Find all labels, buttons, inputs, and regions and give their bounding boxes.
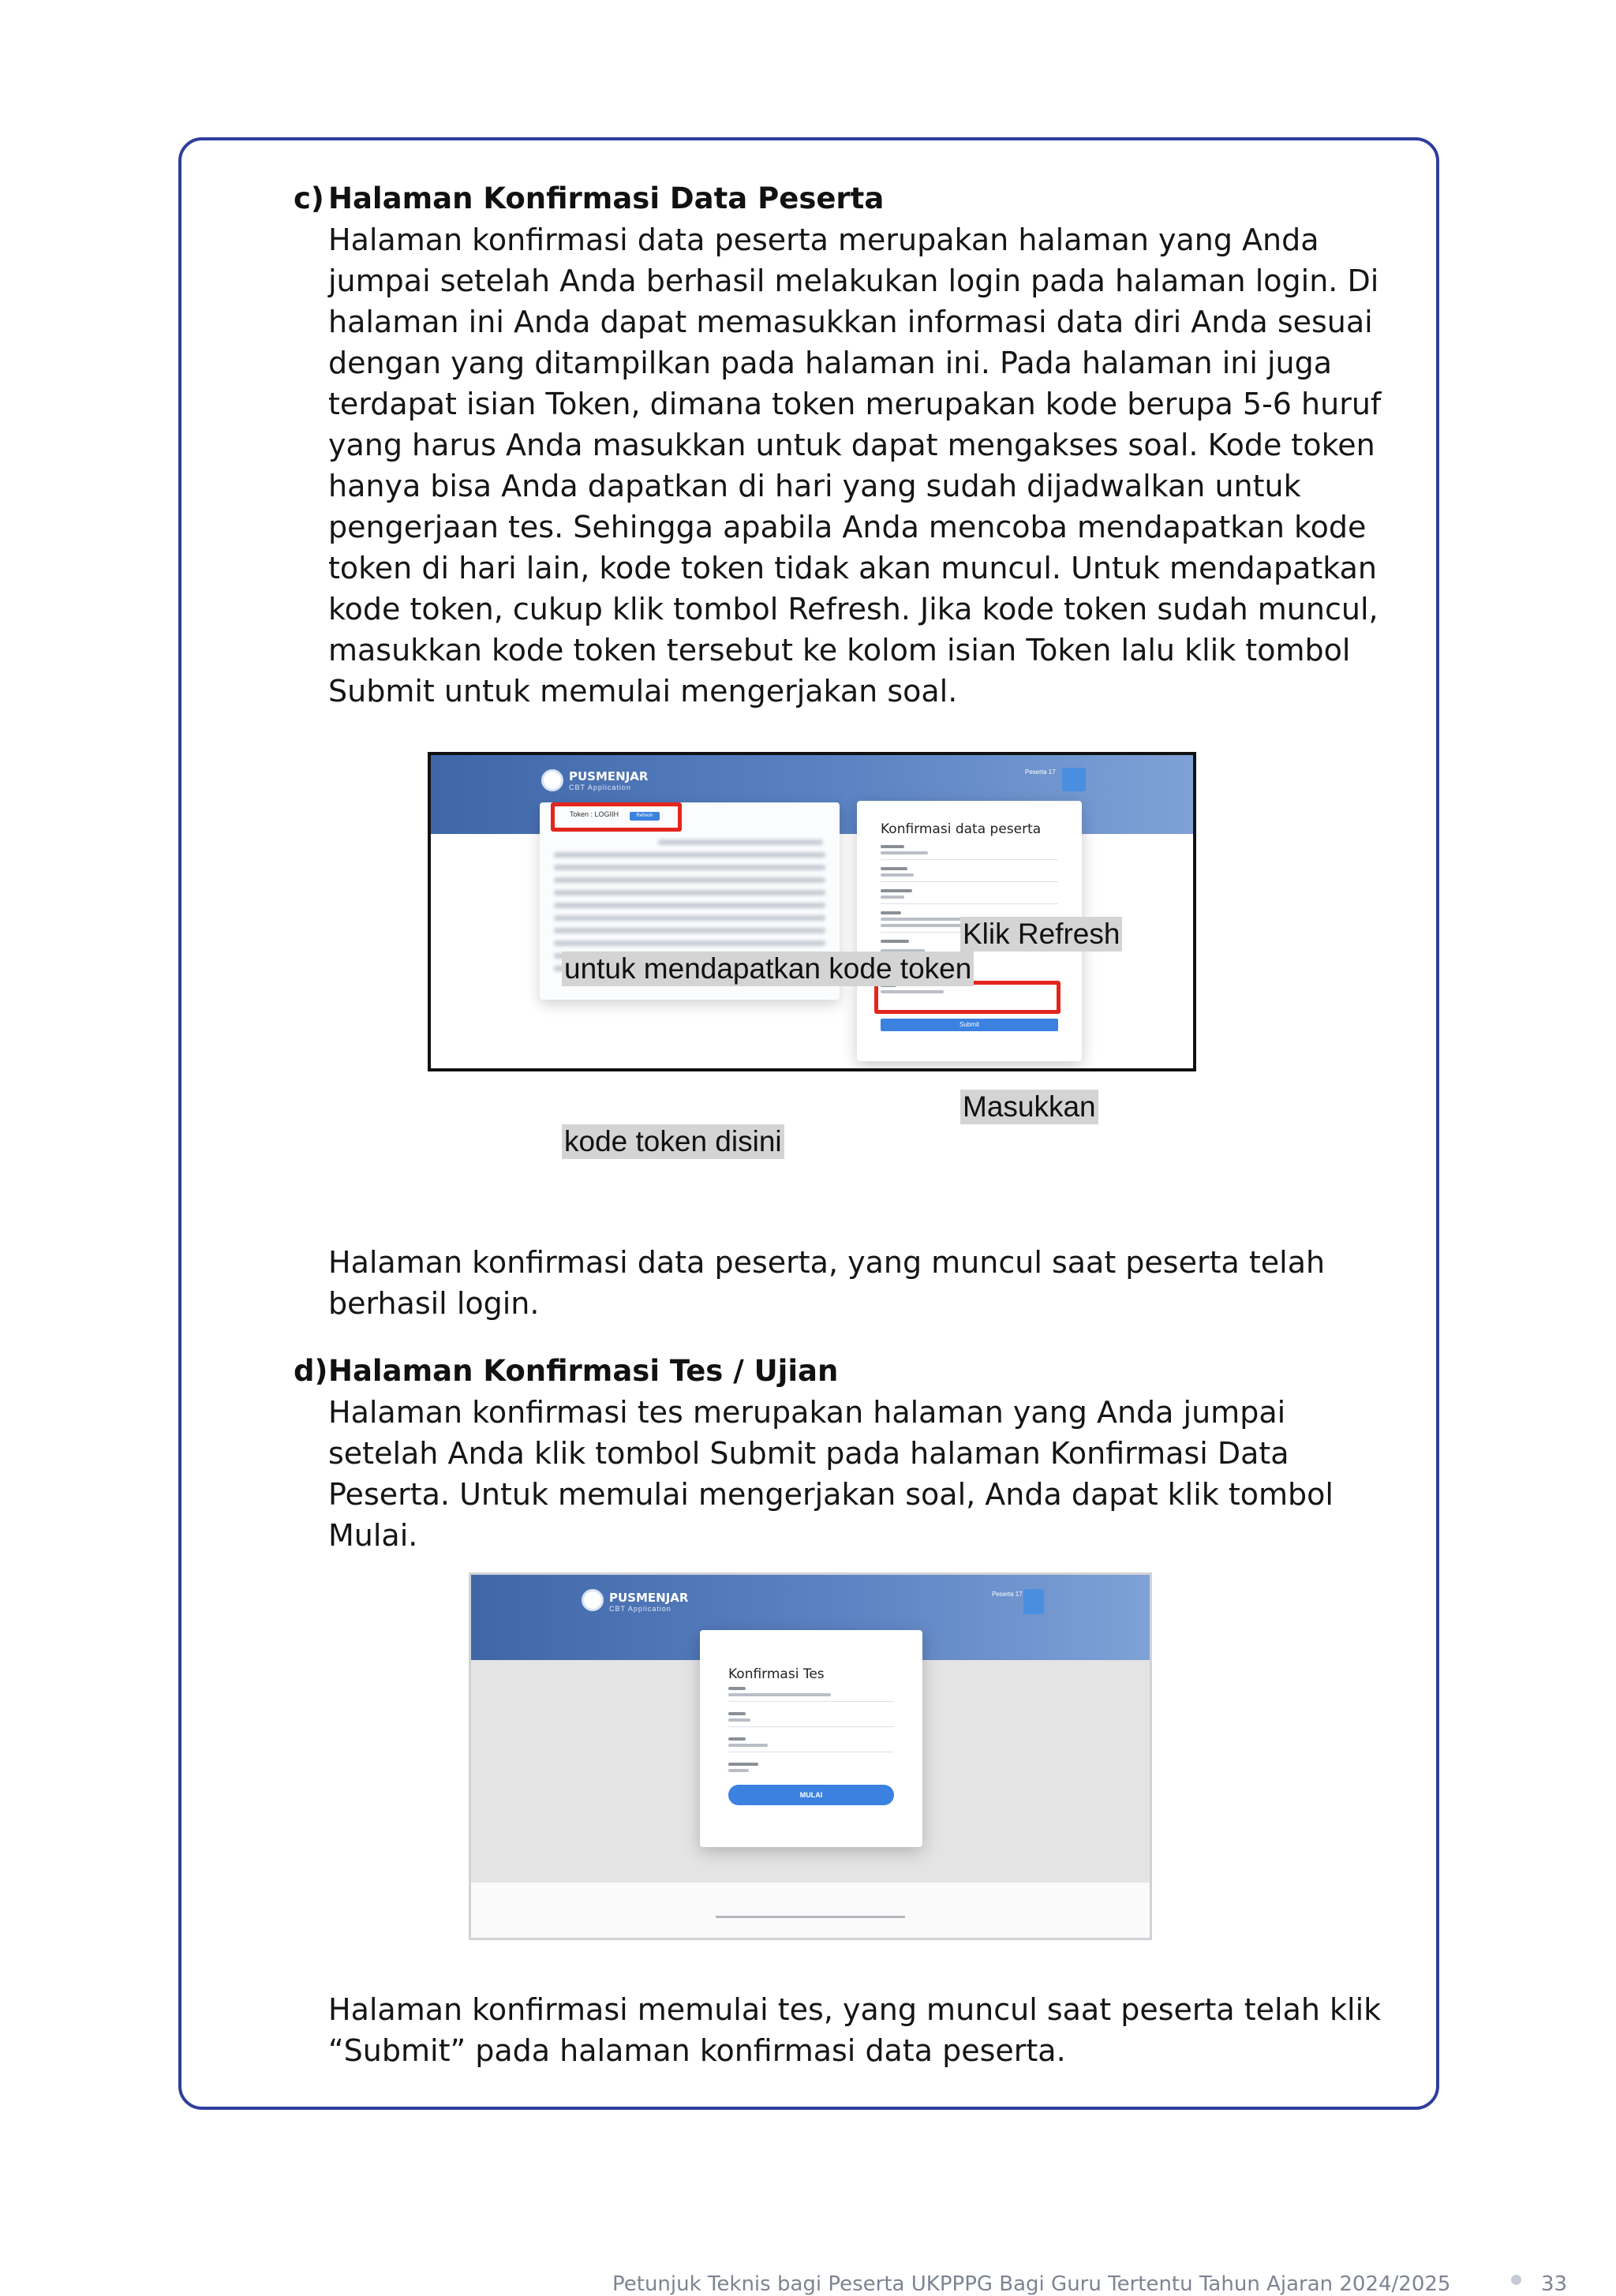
user-menu-button[interactable] bbox=[1062, 768, 1086, 791]
section-c-paragraph: Halaman konfirmasi data peserta merupakan halaman yang Anda jumpai setelah Anda berhasil melakukan login pada halaman login. Di halaman ini Anda dapat memasukkan informasi data diri Anda sesuai dengan yang ditampilkan pada halaman ini. Pada halaman ini juga terdapat isian Token, dimana token merupakan kode berupa 5-6 huruf yang harus Anda masukkan untuk dapat mengakses soal. Kode token hanya bisa Anda dapatkan di hari yang sudah dijadwalkan untuk pengerjaan tes. Sehingga apabila Anda mencoba mendapatkan kode token di hari lain, kode token tidak akan muncul. Untuk mendapatkan kode token, cukup klik tombol Refresh. Jika kode token sudah muncul, masukkan kode token tersebut ke kolom isian Token lalu klik tombol Submit untuk memulai mengerjakan soal. bbox=[328, 222, 1382, 709]
section-d-title: Halaman Konfirmasi Tes / Ujian bbox=[328, 1354, 839, 1388]
app-footer bbox=[471, 1883, 1150, 1938]
user-label: Peserta 17 bbox=[992, 1591, 1023, 1598]
copyright-placeholder bbox=[471, 1914, 1150, 1920]
refresh-button[interactable]: Refresh bbox=[630, 812, 660, 821]
page-number: 33 bbox=[1541, 2272, 1568, 2296]
footer-separator-dot bbox=[1511, 2275, 1521, 2285]
app-subtitle: CBT Application bbox=[569, 783, 631, 791]
refresh-highlight-box bbox=[551, 802, 682, 832]
card-title: Konfirmasi Tes bbox=[728, 1666, 825, 1682]
callout-enter-line1: Masukkan bbox=[960, 1090, 1098, 1124]
token-label: Token : LOGIIH bbox=[570, 810, 619, 818]
callout-enter-line2: kode token disini bbox=[562, 1124, 784, 1159]
section-c-caption: Halaman konfirmasi data peserta, yang muncul saat peserta telah berhasil login. bbox=[328, 1245, 1326, 1321]
callout-refresh-line2: untuk mendapatkan kode token bbox=[562, 952, 974, 986]
card-title: Konfirmasi data peserta bbox=[881, 821, 1042, 837]
test-confirmation-screenshot bbox=[469, 1572, 1152, 1940]
data-confirmation-screenshot bbox=[428, 752, 1196, 1071]
section-d-marker: d) bbox=[294, 1354, 328, 1388]
user-label: Peserta 17 bbox=[1025, 768, 1056, 776]
footer-text: Petunjuk Teknis bagi Peserta UKPPPG Bagi Guru Tertentu Tahun Ajaran 2024/2025 bbox=[612, 2272, 1451, 2296]
section-c-marker: c) bbox=[294, 181, 324, 215]
mulai-button[interactable]: MULAI bbox=[728, 1785, 894, 1805]
section-d-caption: Halaman konfirmasi memulai tes, yang muncul saat peserta telah klik “Submit” pada halaman konfirmasi data peserta. bbox=[328, 1992, 1382, 2068]
test-confirmation-card bbox=[700, 1630, 922, 1847]
app-name: PUSMENJAR bbox=[609, 1591, 689, 1605]
submit-button[interactable]: Submit bbox=[881, 1019, 1058, 1031]
pusmenjar-logo-icon bbox=[582, 1589, 604, 1611]
pusmenjar-logo-icon bbox=[541, 769, 563, 791]
section-c-title: Halaman Konfirmasi Data Peserta bbox=[328, 181, 885, 215]
user-menu-button[interactable] bbox=[1023, 1589, 1044, 1614]
section-d-paragraph: Halaman konfirmasi tes merupakan halaman yang Anda jumpai setelah Anda klik tombol Submit pada halaman Konfirmasi Data Peserta. Untuk memulai mengerjakan soal, Anda dapat klik tombol Mulai. bbox=[328, 1395, 1334, 1553]
app-name: PUSMENJAR bbox=[569, 769, 649, 783]
callout-refresh-line1: Klik Refresh bbox=[960, 917, 1122, 952]
app-subtitle: CBT Application bbox=[609, 1605, 671, 1613]
